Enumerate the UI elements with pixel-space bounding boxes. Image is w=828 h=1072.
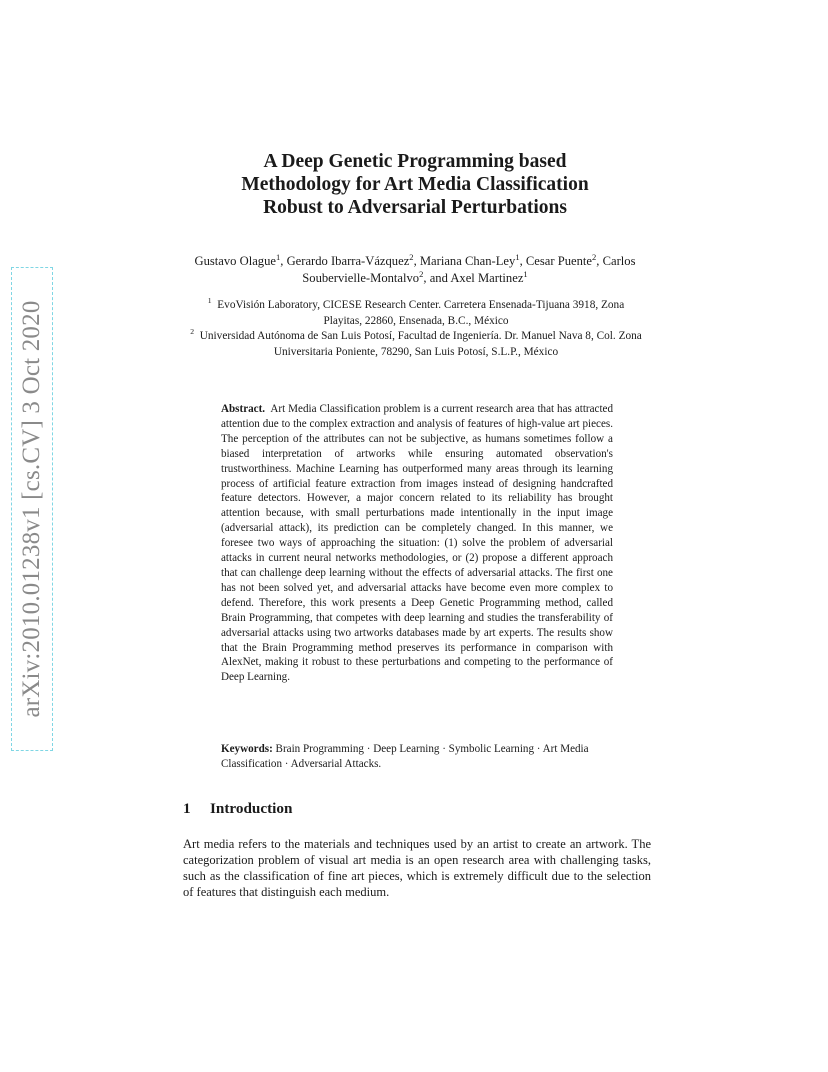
author-list (190, 253, 640, 287)
author-affiliation-mark: 2 (592, 251, 597, 262)
author-separator: , (280, 254, 287, 268)
title-line-2: Methodology for Art Media Classification (241, 174, 589, 195)
author-affiliation-mark: 2 (419, 268, 424, 279)
title-line-1: A Deep Genetic Programming based (263, 151, 567, 172)
affiliation-1 (190, 297, 642, 329)
author-name: Gustavo Olague (194, 254, 276, 268)
section-number: 1 (183, 800, 191, 817)
author-affiliation-mark: 2 (409, 251, 414, 262)
author-name: Carlos Soubervielle-Montalvo (302, 254, 636, 285)
paper-title (190, 150, 640, 219)
introduction-paragraph: Art media refers to the materials and techniques used by an artist to create an artwork. The categorization problem of visual art media is an open research area with challenging tasks, such as the classification of fine art pieces, which is extremely difficult due to the selection of features that distinguish each medium. (183, 837, 651, 899)
arxiv-id-text: arXiv:2010.01238v1 [cs.CV] 3 Oct 2020 (18, 300, 45, 718)
affiliation-mark: 2 (190, 327, 195, 337)
author-name: Mariana Chan-Ley (419, 254, 516, 268)
keywords-label: Keywords: (221, 743, 273, 755)
arxiv-stamp[interactable] (12, 268, 52, 750)
author-affiliation-mark: 1 (515, 251, 520, 262)
keywords-text: Brain Programming · Deep Learning · Symbolic Learning · Art Media Classification · Adversarial Attacks. (221, 743, 589, 770)
author-separator: , (596, 254, 603, 268)
author-separator: , and (423, 271, 451, 285)
author-affiliation-mark: 1 (523, 268, 528, 279)
author-separator: , (519, 254, 526, 268)
author-name: Cesar Puente (525, 254, 593, 268)
author-name: Axel Martinez (450, 271, 524, 285)
abstract-label: Abstract. (221, 403, 266, 415)
section-title: Introduction (210, 800, 293, 817)
author-affiliation-mark: 1 (276, 251, 281, 262)
abstract-text: Art Media Classification problem is a current research area that has attracted attention due to the complex extraction and analysis of features of high-value art pieces. The perception of the attributes can not be subjective, as humans sometimes follow a biased interpretation of artworks while ensuring automated observation's trustworthiness. Machine Learning has outperformed many areas through its learning process of artificial feature extraction from images instead of designing handcrafted feature detectors. However, a major concern related to its reliability has brought attention because, with small perturbations made intentionally in the input image (adversarial attack), its prediction can be completely changed. In this manner, we foresee two ways of approaching the situation: (1) solve the problem of adversarial attacks in current neural networks methodologies, or (2) propose a different approach that can challenge deep learning without the effects of adversarial attacks. The first one has not been solved yet, and adversarial attacks have become even more complex to defend. Therefore, this work presents a Deep Genetic Programming method, called Brain Programming, that competes with deep learning and studies the transferability of adversarial attacks using two artworks databases made by art experts. The results show that the Brain Programming method preserves its performance in comparison with AlexNet, making it robust to these perturbations and competing to the performance of Deep Learning. (221, 403, 613, 684)
affiliation-2 (190, 328, 642, 360)
affiliation-mark: 1 (207, 296, 212, 306)
abstract (221, 402, 613, 685)
author-separator: , (413, 254, 420, 268)
title-line-3: Robust to Adversarial Perturbations (263, 197, 567, 218)
affiliation-text: Universidad Autónoma de San Luis Potosí, Facultad de Ingeniería. Dr. Manuel Nava 8, Col. Zona Universitaria Poniente, 78290, San Luis Potosí, S.L.P., México (199, 330, 642, 358)
affiliation-text: EvoVisión Laboratory, CICESE Research Center. Carretera Ensenada-Tijuana 3918, Zona Playitas, 22860, Ensenada, B.C., México (217, 299, 625, 327)
keywords (221, 742, 621, 772)
author-name: Gerardo Ibarra-Vázquez (286, 254, 410, 268)
section-heading-introduction (183, 800, 292, 818)
